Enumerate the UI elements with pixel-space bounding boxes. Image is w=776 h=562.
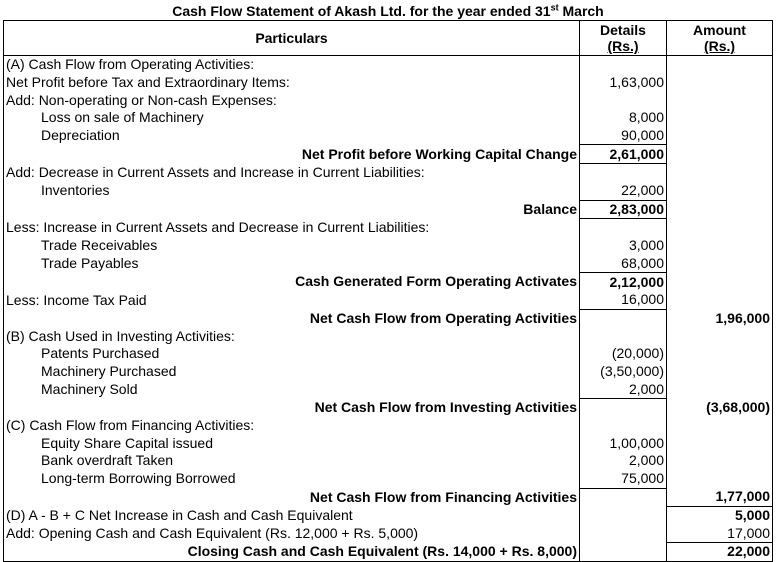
table-row (4, 417, 773, 435)
row-particular: Net Profit before Working Capital Change (4, 145, 580, 164)
statement-title (0, 2, 776, 20)
table-row (4, 309, 773, 327)
row-amount (667, 237, 773, 255)
row-amount (667, 273, 773, 291)
row-details (580, 219, 667, 237)
table-row (4, 470, 773, 488)
row-amount (667, 74, 773, 92)
row-details: (3,50,000) (580, 363, 667, 381)
row-particular: Long-term Borrowing Borrowed (4, 470, 580, 488)
row-amount (667, 363, 773, 381)
row-particular: Balance (4, 200, 580, 219)
row-particular: Add: Decrease in Current Assets and Increase in Current Liabilities: (4, 164, 580, 182)
row-particular: Depreciation (4, 127, 580, 145)
table-row (4, 488, 773, 506)
row-particular: Net Cash Flow from Operating Activities (4, 309, 580, 327)
row-particular: Net Cash Flow from Financing Activities (4, 488, 580, 506)
title-text: Cash Flow Statement of Akash Ltd. for the year ended 31 (172, 3, 551, 19)
row-details: 2,61,000 (580, 145, 667, 164)
row-details: (20,000) (580, 345, 667, 363)
row-particular: Add: Non-operating or Non-cash Expenses: (4, 91, 580, 109)
row-amount: 22,000 (667, 543, 773, 562)
row-details: 1,00,000 (580, 434, 667, 452)
row-details: 2,000 (580, 380, 667, 398)
table-row (4, 273, 773, 291)
row-amount (667, 434, 773, 452)
row-particular: Patents Purchased (4, 345, 580, 363)
header-details-label: Details (600, 22, 646, 38)
row-details: 16,000 (580, 291, 667, 309)
row-details: 75,000 (580, 470, 667, 488)
row-amount (667, 164, 773, 182)
row-details (580, 164, 667, 182)
row-particular: Net Profit before Tax and Extraordinary Items: (4, 74, 580, 92)
table-row (4, 434, 773, 452)
title-superscript: st (550, 2, 559, 13)
cash-flow-table (3, 20, 773, 562)
row-details (580, 506, 667, 524)
table-row (4, 237, 773, 255)
row-details: 2,83,000 (580, 200, 667, 219)
row-amount: 1,77,000 (667, 488, 773, 506)
row-details (580, 524, 667, 542)
row-details (580, 488, 667, 506)
table-row (4, 109, 773, 127)
row-details: 68,000 (580, 255, 667, 273)
row-particular: (B) Cash Used in Investing Activities: (4, 327, 580, 345)
table-row (4, 200, 773, 219)
row-particular: (C) Cash Flow from Financing Activities: (4, 417, 580, 435)
row-amount (667, 109, 773, 127)
title-tail: March (558, 3, 604, 19)
table-row (4, 74, 773, 92)
row-amount: 17,000 (667, 524, 773, 542)
row-amount (667, 127, 773, 145)
row-details (580, 91, 667, 109)
row-details (580, 543, 667, 562)
table-row (4, 291, 773, 309)
row-details: 8,000 (580, 109, 667, 127)
row-particular: Add: Opening Cash and Cash Equivalent (Rs. 12,000 + Rs. 5,000) (4, 524, 580, 542)
row-amount (667, 470, 773, 488)
row-details: 1,63,000 (580, 74, 667, 92)
table-row (4, 127, 773, 145)
table-row (4, 255, 773, 273)
table-row (4, 182, 773, 200)
table-row (4, 524, 773, 542)
table-row (4, 506, 773, 524)
row-details: 3,000 (580, 237, 667, 255)
table-row (4, 219, 773, 237)
row-details: 2,000 (580, 452, 667, 470)
row-particular: Bank overdraft Taken (4, 452, 580, 470)
row-details (580, 327, 667, 345)
row-details: 22,000 (580, 182, 667, 200)
row-amount (667, 327, 773, 345)
row-amount: (3,68,000) (667, 399, 773, 417)
header-amount (667, 21, 773, 56)
row-amount (667, 219, 773, 237)
row-amount (667, 255, 773, 273)
table-row (4, 363, 773, 381)
row-amount (667, 291, 773, 309)
row-particular: (A) Cash Flow from Operating Activities: (4, 56, 580, 74)
row-particular: Machinery Purchased (4, 363, 580, 381)
row-amount (667, 91, 773, 109)
row-particular: Trade Payables (4, 255, 580, 273)
row-details (580, 56, 667, 74)
row-particular: Equity Share Capital issued (4, 434, 580, 452)
row-particular: Cash Generated Form Operating Activates (4, 273, 580, 291)
row-particular: Inventories (4, 182, 580, 200)
row-details: 2,12,000 (580, 273, 667, 291)
header-particulars: Particulars (4, 21, 580, 56)
header-row (4, 21, 773, 56)
row-amount (667, 417, 773, 435)
row-particular: Trade Receivables (4, 237, 580, 255)
table-row (4, 145, 773, 164)
row-amount (667, 200, 773, 219)
header-amount-label: Amount (693, 22, 746, 38)
row-details: 90,000 (580, 127, 667, 145)
table-row (4, 56, 773, 74)
header-details (580, 21, 667, 56)
header-amount-unit: (Rs.) (703, 38, 736, 54)
table-row (4, 345, 773, 363)
row-amount (667, 182, 773, 200)
table-row (4, 91, 773, 109)
row-particular: Closing Cash and Cash Equivalent (Rs. 14,000 + Rs. 8,000) (4, 543, 580, 562)
row-particular: (D) A - B + C Net Increase in Cash and Cash Equivalent (4, 506, 580, 524)
row-amount (667, 56, 773, 74)
table-row (4, 164, 773, 182)
row-particular: Loss on sale of Machinery (4, 109, 580, 127)
row-details (580, 309, 667, 327)
row-details (580, 399, 667, 417)
table-row (4, 543, 773, 562)
table-row (4, 452, 773, 470)
row-particular: Machinery Sold (4, 380, 580, 398)
row-amount (667, 345, 773, 363)
row-amount (667, 145, 773, 164)
row-amount (667, 452, 773, 470)
row-amount (667, 380, 773, 398)
table-row (4, 380, 773, 398)
header-details-unit: (Rs.) (607, 38, 639, 54)
row-amount: 1,96,000 (667, 309, 773, 327)
row-details (580, 417, 667, 435)
row-particular: Less: Income Tax Paid (4, 291, 580, 309)
row-particular: Less: Increase in Current Assets and Decrease in Current Liabilities: (4, 219, 580, 237)
table-row (4, 327, 773, 345)
row-amount: 5,000 (667, 506, 773, 524)
table-row (4, 399, 773, 417)
row-particular: Net Cash Flow from Investing Activities (4, 399, 580, 417)
